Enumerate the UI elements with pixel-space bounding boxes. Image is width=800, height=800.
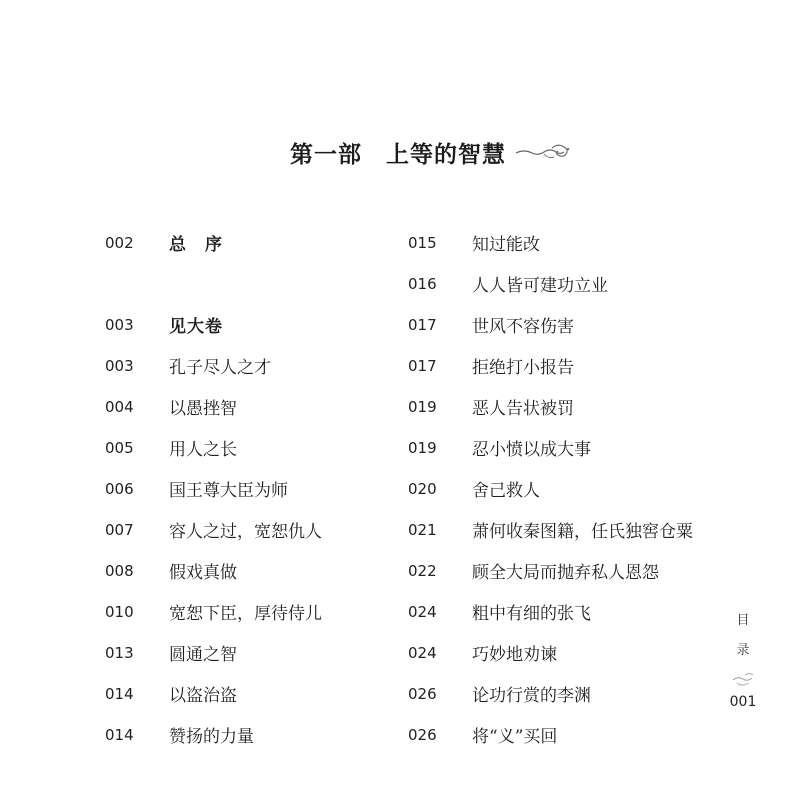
toc-entry-title: 粗中有细的张飞: [472, 604, 591, 624]
toc-entry-title: 见大卷: [169, 317, 223, 337]
toc-entry-title: 将“义”买回: [472, 727, 558, 747]
toc-entry-title: 顾全大局而抛弃私人恩怨: [472, 563, 659, 583]
toc-page-number: 006: [105, 479, 134, 498]
toc-entry[interactable]: [105, 632, 322, 673]
toc-entry[interactable]: [105, 550, 322, 591]
toc-entry-title: 以盗治盗: [169, 686, 237, 706]
toc-entry-title: 论功行赏的李渊: [472, 686, 591, 706]
toc-page-number: 017: [408, 315, 437, 334]
toc-page-number: 014: [105, 725, 134, 744]
toc-entry[interactable]: [105, 386, 322, 427]
sidebar-label-char: 目: [736, 613, 750, 628]
toc-page-number: 005: [105, 438, 134, 457]
toc-page-number: 026: [408, 725, 437, 744]
toc-spacer: [105, 263, 322, 304]
toc-entry[interactable]: [408, 304, 693, 345]
toc-entry-title: 世风不容伤害: [472, 317, 574, 337]
toc-entry[interactable]: [408, 509, 693, 550]
toc-entry[interactable]: [408, 345, 693, 386]
toc-entry[interactable]: [408, 386, 693, 427]
toc-page-number: 003: [105, 356, 134, 375]
title-flourish-icon: [514, 140, 574, 162]
toc-entry[interactable]: [105, 427, 322, 468]
toc-entry[interactable]: [408, 468, 693, 509]
toc-entry-title: 假戏真做: [169, 563, 237, 583]
toc-page-number: 017: [408, 356, 437, 375]
toc-entry[interactable]: [105, 509, 322, 550]
section-title: 第一部 上等的智慧: [290, 141, 506, 168]
page-sidebar: [728, 606, 758, 710]
toc-entry[interactable]: [408, 550, 693, 591]
toc-entry[interactable]: [408, 714, 693, 755]
toc-entry[interactable]: [105, 468, 322, 509]
toc-page-number: 008: [105, 561, 134, 580]
toc-entry-title: 孔子尽人之才: [169, 358, 271, 378]
toc-entry-title: 容人之过，宽恕仇人: [169, 522, 322, 542]
toc-entry-title: 拒绝打小报告: [472, 358, 574, 378]
toc-entry-title: 忍小愤以成大事: [472, 440, 591, 460]
toc-entry[interactable]: [105, 222, 322, 263]
toc-page-number: 020: [408, 479, 437, 498]
toc-entry[interactable]: [105, 591, 322, 632]
toc-page-number: 014: [105, 684, 134, 703]
sidebar-label-char: 录: [736, 643, 750, 658]
toc-page-number: 016: [408, 274, 437, 293]
toc-entry-title: 以愚挫智: [169, 399, 237, 419]
toc-page-number: 007: [105, 520, 134, 539]
toc-entry-title: 人人皆可建功立业: [472, 276, 608, 296]
toc-page-number: 022: [408, 561, 437, 580]
toc-entry-title: 萧何收秦图籍，任氏独窖仓粟: [472, 522, 693, 542]
toc-entry[interactable]: [105, 714, 322, 755]
toc-entry-title: 总 序: [169, 235, 223, 255]
toc-page-number: 002: [105, 233, 134, 252]
toc-entry-title: 巧妙地劝谏: [472, 645, 557, 665]
toc-entry[interactable]: [408, 263, 693, 304]
toc-page-number: 019: [408, 438, 437, 457]
toc-page-number: 015: [408, 233, 437, 252]
toc-entry-title: 舍己救人: [472, 481, 540, 501]
toc-page-number: 019: [408, 397, 437, 416]
toc-entry-title: 赞扬的力量: [169, 727, 254, 747]
toc-page-number: 021: [408, 520, 437, 539]
toc-right-column: [408, 222, 693, 755]
toc-entry-title: 宽恕下臣，厚待侍儿: [169, 604, 322, 624]
toc-entry[interactable]: [408, 591, 693, 632]
toc-page-number: 026: [408, 684, 437, 703]
toc-entry-title: 圆通之智: [169, 645, 237, 665]
toc-entry[interactable]: [105, 304, 322, 345]
toc-entry[interactable]: [408, 427, 693, 468]
toc-page-number: 013: [105, 643, 134, 662]
toc-entry[interactable]: [408, 222, 693, 263]
toc-left-column: [105, 222, 322, 755]
toc-entry[interactable]: [105, 673, 322, 714]
page-number: 001: [729, 694, 757, 710]
toc-entry[interactable]: [105, 345, 322, 386]
sidebar-flourish-icon: [730, 670, 756, 688]
toc-page-number: 003: [105, 315, 134, 334]
toc-entry[interactable]: [408, 632, 693, 673]
toc-page-number: 004: [105, 397, 134, 416]
toc-entry[interactable]: [408, 673, 693, 714]
toc-entry-title: 国王尊大臣为师: [169, 481, 288, 501]
toc-entry-title: 恶人告状被罚: [472, 399, 574, 419]
toc-page-number: 024: [408, 643, 437, 662]
toc-entry-title: 用人之长: [169, 440, 237, 460]
toc-page-number: 024: [408, 602, 437, 621]
toc-page-number: 010: [105, 602, 134, 621]
toc-entry-title: 知过能改: [472, 235, 540, 255]
